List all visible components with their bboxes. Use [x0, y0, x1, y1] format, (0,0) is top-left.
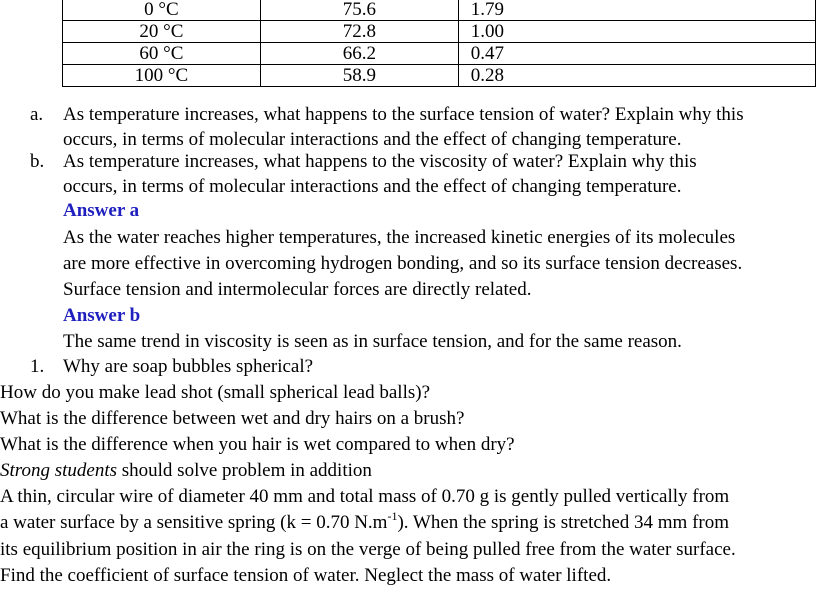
table-cell: 0 °C	[63, 0, 261, 21]
table-row	[63, 43, 816, 65]
answer-a-line: are more effective in overcoming hydrogen bonding, and so its surface tension decreases.	[63, 253, 743, 274]
answer-a-line: Surface tension and intermolecular forces are directly related.	[63, 279, 532, 300]
problem-line	[0, 510, 729, 536]
table-cell: 1.79	[458, 0, 815, 21]
problem-line: Find the coefficient of surface tension of water. Neglect the mass of water lifted.	[0, 565, 612, 586]
strong-students-emphasis: Strong students	[0, 460, 117, 481]
table-cell: 60 °C	[63, 43, 261, 65]
problem-line: A thin, circular wire of diameter 40 mm and total mass of 0.70 g is gently pulled vertically from	[0, 486, 730, 507]
numbered-item-text: Why are soap bubbles spherical?	[63, 356, 314, 377]
question-b-label: b.	[30, 151, 45, 172]
table-cell: 100 °C	[63, 65, 261, 87]
answer-b-line: The same trend in viscosity is seen as in surface tension, and for the same reason.	[63, 331, 682, 352]
table-cell: 66.2	[260, 43, 458, 65]
problem-superscript: -1	[387, 509, 398, 523]
question-a-line: occurs, in terms of molecular interactions and the effect of changing temperature.	[63, 129, 682, 150]
question-b-line: occurs, in terms of molecular interactions and the effect of changing temperature.	[63, 176, 682, 197]
question-a-line: As temperature increases, what happens to the surface tension of water? Explain why this	[63, 104, 744, 125]
table-cell: 72.8	[260, 21, 458, 43]
extra-question: What is the difference between wet and dry hairs on a brush?	[0, 408, 465, 429]
problem-line-part: ). When the spring is stretched 34 mm from	[397, 512, 730, 533]
table-cell: 1.00	[458, 21, 815, 43]
extra-question: How do you make lead shot (small spherical lead balls)?	[0, 382, 431, 403]
question-b-line: As temperature increases, what happens to the viscosity of water? Explain why this	[63, 151, 697, 172]
strong-students-rest: should solve problem in addition	[117, 460, 372, 481]
table-cell: 0.47	[458, 43, 815, 65]
table-row	[63, 65, 816, 87]
table-cell: 20 °C	[63, 21, 261, 43]
answer-a-line: As the water reaches higher temperatures, the increased kinetic energies of its molecules	[63, 227, 736, 248]
data-table	[62, 0, 816, 87]
numbered-item-label: 1.	[30, 356, 45, 377]
strong-students-note	[0, 458, 372, 484]
problem-line: its equilibrium position in air the ring is on the verge of being pulled free from the water surface.	[0, 539, 736, 560]
problem-line-part: a water surface by a sensitive spring (k = 0.70 N.m	[0, 512, 388, 533]
table-cell: 75.6	[260, 0, 458, 21]
table-cell: 58.9	[260, 65, 458, 87]
table-cell: 0.28	[458, 65, 815, 87]
table-row	[63, 0, 816, 21]
answer-b-heading: Answer b	[63, 305, 141, 326]
question-a-label: a.	[30, 104, 44, 125]
answer-a-heading: Answer a	[63, 200, 140, 221]
extra-question: What is the difference when you hair is wet compared to when dry?	[0, 434, 515, 455]
table-row	[63, 21, 816, 43]
